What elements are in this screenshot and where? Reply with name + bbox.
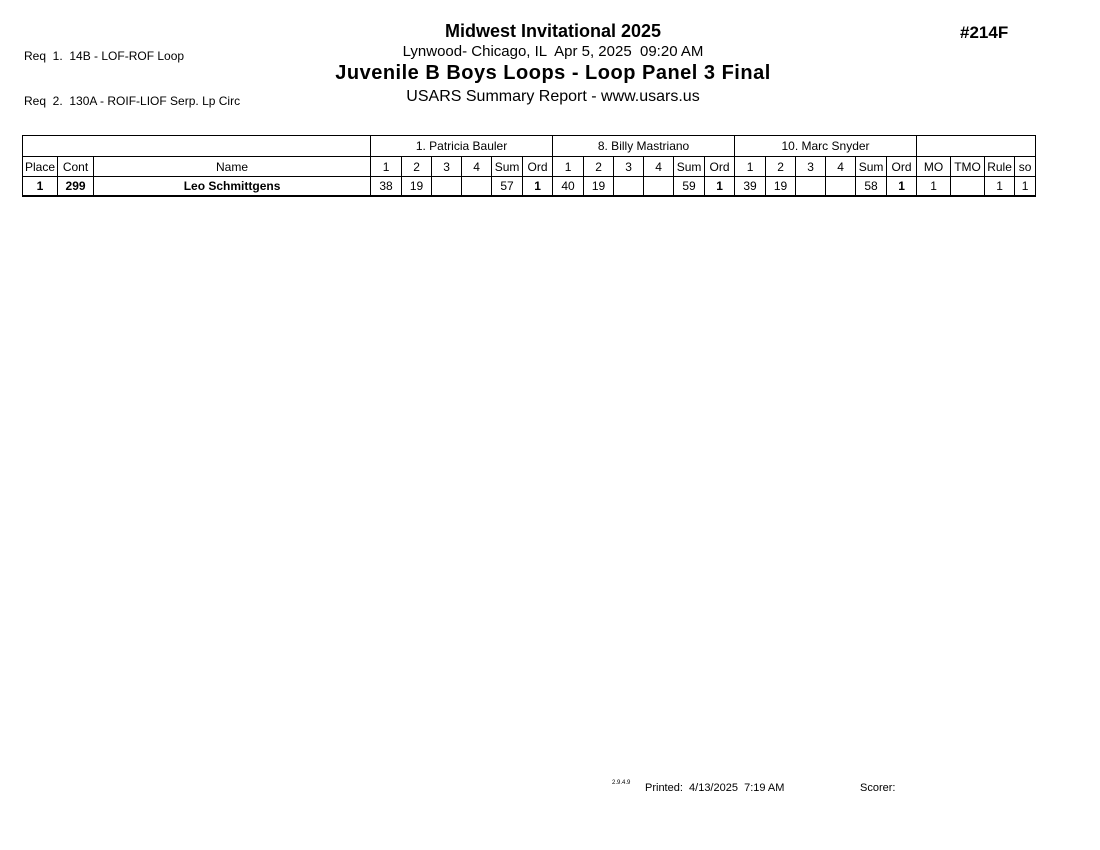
col-header-j1-3: 3 [432, 157, 462, 177]
event-title: Juvenile B Boys Loops - Loop Panel 3 Final [335, 62, 771, 84]
col-header-j2-sum: Sum [674, 157, 705, 177]
so-cell: 1 [1015, 177, 1036, 196]
col-header-j2-3: 3 [614, 157, 644, 177]
col-header-j1-4: 4 [462, 157, 492, 177]
scorer-label: Scorer: [860, 782, 896, 794]
col-header-so: so [1015, 157, 1036, 177]
j1-score-3 [432, 177, 462, 196]
col-header-j3-1: 1 [735, 157, 766, 177]
judge-1-name: 1. Patricia Bauler [371, 136, 553, 157]
j2-score-1: 40 [553, 177, 584, 196]
req-line-1: Req 1. 14B - LOF-ROF Loop [24, 49, 185, 63]
tmo-cell [951, 177, 985, 196]
j3-score-4 [826, 177, 856, 196]
rule-cell: 1 [985, 177, 1015, 196]
col-header-j3-3: 3 [796, 157, 826, 177]
j1-score-4 [462, 177, 492, 196]
j1-sum: 57 [492, 177, 523, 196]
result-row [23, 177, 1036, 196]
software-version: 2.9.4.9 [612, 780, 631, 786]
j3-ord: 1 [887, 177, 917, 196]
report-header [3, 21, 1100, 109]
col-header-j2-ord: Ord [705, 157, 735, 177]
col-header-j1-2: 2 [402, 157, 432, 177]
col-header-j2-4: 4 [644, 157, 674, 177]
col-header-j1-1: 1 [371, 157, 402, 177]
col-header-j3-2: 2 [766, 157, 796, 177]
col-header-j3-sum: Sum [856, 157, 887, 177]
spacer-cell [23, 136, 371, 157]
j1-ord: 1 [523, 177, 553, 196]
j2-sum: 59 [674, 177, 705, 196]
j3-score-2: 19 [766, 177, 796, 196]
col-header-place: Place [23, 157, 58, 177]
event-number: #214F [960, 23, 1009, 42]
col-header-j2-2: 2 [584, 157, 614, 177]
location-date: Lynwood- Chicago, IL Apr 5, 2025 09:20 AM [402, 43, 704, 60]
col-header-cont: Cont [58, 157, 94, 177]
j3-score-1: 39 [735, 177, 766, 196]
judge-name-row [23, 136, 1036, 157]
j3-sum: 58 [856, 177, 887, 196]
place-cell: 1 [23, 177, 58, 196]
col-header-tmo: TMO [951, 157, 985, 177]
col-header-j1-sum: Sum [492, 157, 523, 177]
col-header-j3-4: 4 [826, 157, 856, 177]
req-line-2: Req 2. 130A - ROIF-LIOF Serp. Lp Circ [24, 94, 241, 108]
col-header-j3-ord: Ord [887, 157, 917, 177]
j3-score-3 [796, 177, 826, 196]
spacer-cell [917, 136, 1036, 157]
j2-score-4 [644, 177, 674, 196]
col-header-j1-ord: Ord [523, 157, 553, 177]
contestant-number-cell: 299 [58, 177, 94, 196]
col-header-j2-1: 1 [553, 157, 584, 177]
judge-3-name: 10. Marc Snyder [735, 136, 917, 157]
col-header-name: Name [94, 157, 371, 177]
column-header-row [23, 157, 1036, 177]
j1-score-1: 38 [371, 177, 402, 196]
printed-timestamp: Printed: 4/13/2025 7:19 AM [645, 782, 785, 794]
j2-score-2: 19 [584, 177, 614, 196]
j2-ord: 1 [705, 177, 735, 196]
col-header-rule: Rule [985, 157, 1015, 177]
j1-score-2: 19 [402, 177, 432, 196]
report-type: USARS Summary Report - www.usars.us [406, 88, 700, 105]
competition-title: Midwest Invitational 2025 [444, 21, 662, 41]
mo-cell: 1 [917, 177, 951, 196]
skater-name-cell: Leo Schmittgens [94, 177, 371, 196]
j2-score-3 [614, 177, 644, 196]
judge-2-name: 8. Billy Mastriano [553, 136, 735, 157]
results-table [22, 135, 1036, 197]
col-header-mo: MO [917, 157, 951, 177]
